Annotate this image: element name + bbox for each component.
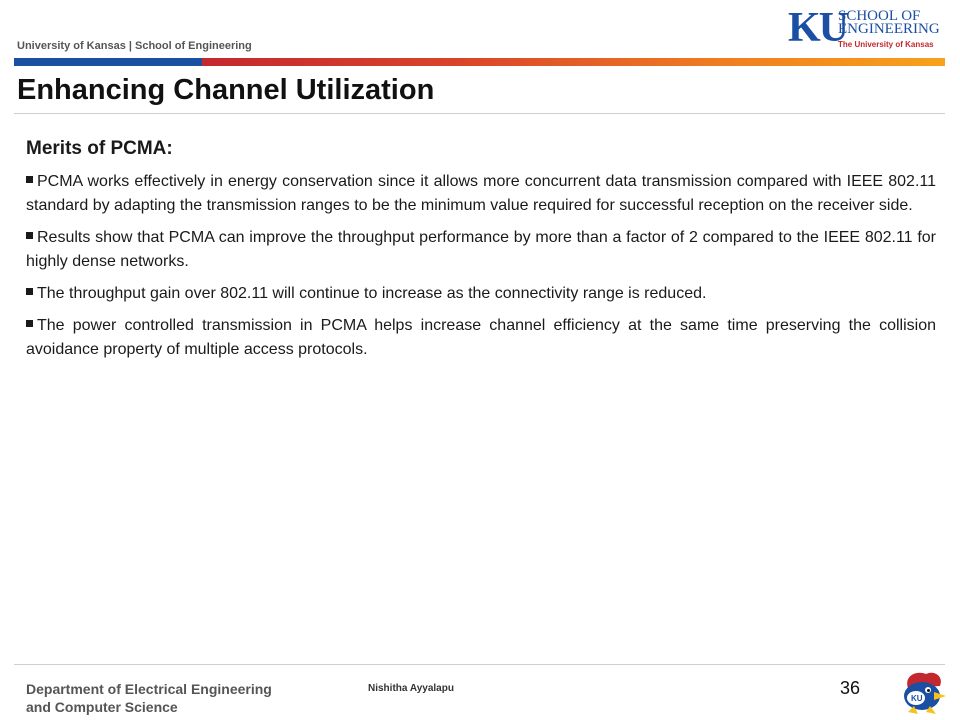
logo-ku-text: KU: [788, 5, 847, 51]
presenter-name: Nishitha Ayyalapu: [368, 683, 454, 694]
section-heading: Merits of PCMA:: [26, 138, 173, 159]
footer-divider: [14, 664, 945, 665]
square-bullet-icon: [26, 176, 33, 183]
page-number: 36: [840, 678, 861, 698]
department-line2: and Computer Science: [26, 699, 178, 715]
bullet-item: [26, 314, 936, 362]
square-bullet-icon: [26, 320, 33, 327]
mascot-ku-text: KU: [911, 694, 923, 703]
bullet-text: The throughput gain over 802.11 will continue to increase as the connectivity range is reduced.: [37, 285, 707, 302]
logo-school-line2: ENGINEERING: [838, 21, 940, 37]
logo-school-line1: SCHOOL OF: [838, 8, 921, 24]
square-bullet-icon: [26, 288, 33, 295]
header-bar-blue: [14, 58, 202, 66]
header-bar-gradient: [202, 58, 945, 66]
ku-school-logo: [788, 6, 944, 52]
square-bullet-icon: [26, 232, 33, 239]
bullet-item: [26, 282, 936, 306]
department-line1: Department of Electrical Engineering: [26, 681, 272, 697]
jayhawk-mascot-icon: [894, 668, 950, 718]
logo-school-text: [838, 10, 940, 36]
bullet-text: PCMA works effectively in energy conservation since it allows more concurrent data transmission compared with IEEE 802.11 standard by adapting the transmission ranges to be the minimum value required for successful reception on the receiver side.: [26, 173, 936, 214]
department-label: [26, 680, 272, 716]
logo-subline: The University of Kansas: [838, 40, 934, 49]
header-color-bar: [14, 58, 945, 66]
bullet-item: [26, 170, 936, 218]
slide-content: [26, 138, 936, 370]
slide-title: Enhancing Channel Utilization: [17, 74, 435, 106]
title-divider: [14, 113, 945, 114]
bullet-text: Results show that PCMA can improve the throughput performance by more than a factor of 2 compared to the IEEE 802.11 for highly dense networks.: [26, 229, 936, 270]
org-line: University of Kansas | School of Engineering: [17, 40, 252, 52]
bullet-text: The power controlled transmission in PCMA helps increase channel efficiency at the same time preserving the collision avoidance property of multiple access protocols.: [26, 317, 936, 358]
bullet-item: [26, 226, 936, 274]
